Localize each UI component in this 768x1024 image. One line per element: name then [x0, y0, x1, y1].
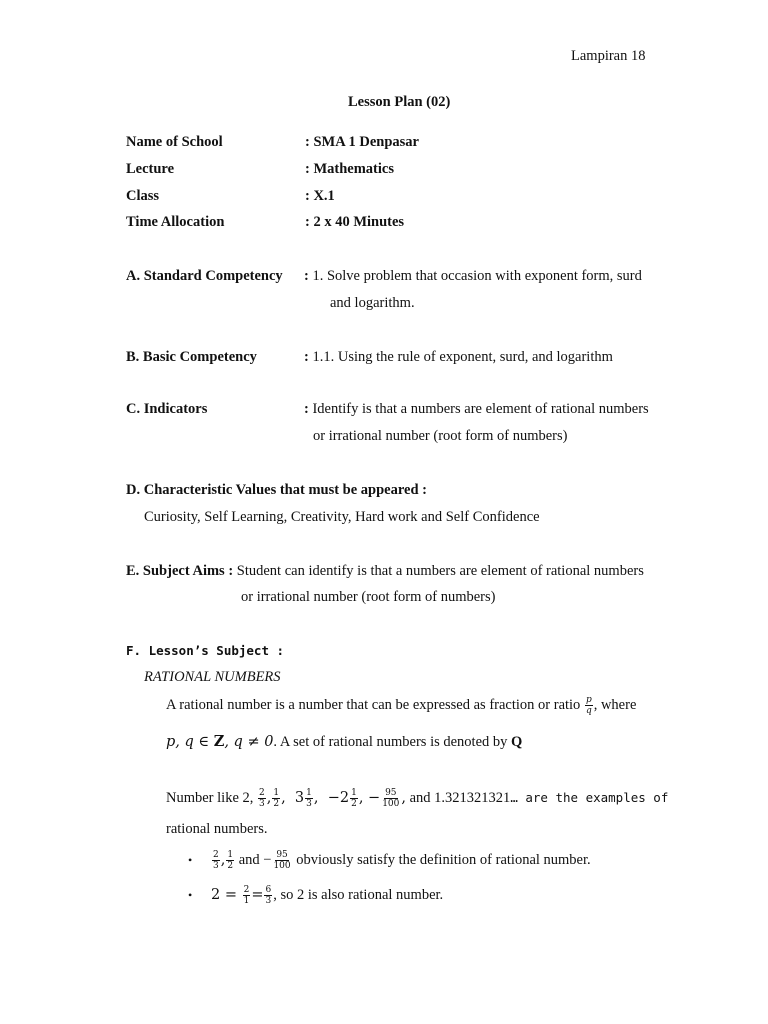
- bullet-item-1: $\frac{2}{3}$ , $\frac{1}{2}$ and − $\frac{95}{100}$ obviously satisfy the definition of rational number.: [213, 850, 591, 872]
- section-d-body: Curiosity, Self Learning, Creativity, Hard work and Self Confidence: [144, 509, 540, 525]
- identity-value-time: : 2 x 40 Minutes: [305, 214, 405, 230]
- section-a-label: A. Standard Competency: [126, 268, 283, 284]
- section-f-label: F. Lesson’s Subject :: [126, 643, 285, 658]
- section-e-line2: or irrational number (root form of numbers): [241, 589, 496, 605]
- identity-value-lecture: : Mathematics: [305, 161, 394, 177]
- bullet-marker: •: [188, 853, 193, 867]
- section-c-line1: : Identify is that a numbers are element of rational numbers: [304, 401, 649, 417]
- section-d-label: D. Characteristic Values that must be appeared :: [126, 482, 427, 498]
- identity-label-school: Name of School: [126, 134, 223, 150]
- section-a-line1: : 1. Solve problem that occasion with exponent form, surd: [304, 268, 642, 284]
- identity-value-school: : SMA 1 Denpasar: [305, 134, 419, 150]
- section-a-line2: and logarithm.: [330, 295, 415, 311]
- section-b-line1: : 1.1. Using the rule of exponent, surd, and logarithm: [304, 349, 613, 365]
- identity-label-lecture: Lecture: [126, 161, 175, 177]
- identity-label-class: Class: [126, 188, 160, 204]
- identity-value-class: : X.1: [305, 188, 335, 204]
- identity-label-time: Time Allocation: [126, 214, 225, 230]
- bullet-marker: •: [188, 888, 193, 902]
- section-e-line1: E. Subject Aims : Student can identify is that a numbers are element of rational numbers: [126, 563, 644, 579]
- rational-examples-line2: rational numbers.: [166, 821, 268, 837]
- page-title: Lesson Plan (02): [348, 94, 451, 110]
- section-b-label: B. Basic Competency: [126, 349, 257, 365]
- rational-definition-line2: p, q ∈ Z, q ≠ 0. A set of rational numbers is denoted by Q: [166, 733, 523, 750]
- section-c-label: C. Indicators: [126, 401, 208, 417]
- fraction-p-over-q: $\frac{p}{q}$: [585, 695, 592, 717]
- appendix-label: Lampiran 18: [571, 48, 646, 64]
- section-f-subtitle: RATIONAL NUMBERS: [144, 669, 281, 685]
- bullet-item-2: 2 = $\frac{2}{1}$ = $\frac{6}{3}$ , so 2 is also rational number.: [211, 885, 444, 907]
- rational-examples-line1: Number like 2, $\frac{2}{3}$ , $\frac{1}{2}$ , 3 $\frac{1}{3}$ , −2 $\frac{1}{2}$ , − $\frac{95}{100}$ , and 1.321321321… are the examples of: [166, 788, 669, 810]
- rational-definition-line1: A rational number is a number that can be expressed as fraction or ratio $\frac{p}{q}$ , where: [166, 695, 637, 717]
- section-c-line2: or irrational number (root form of numbers): [313, 428, 568, 444]
